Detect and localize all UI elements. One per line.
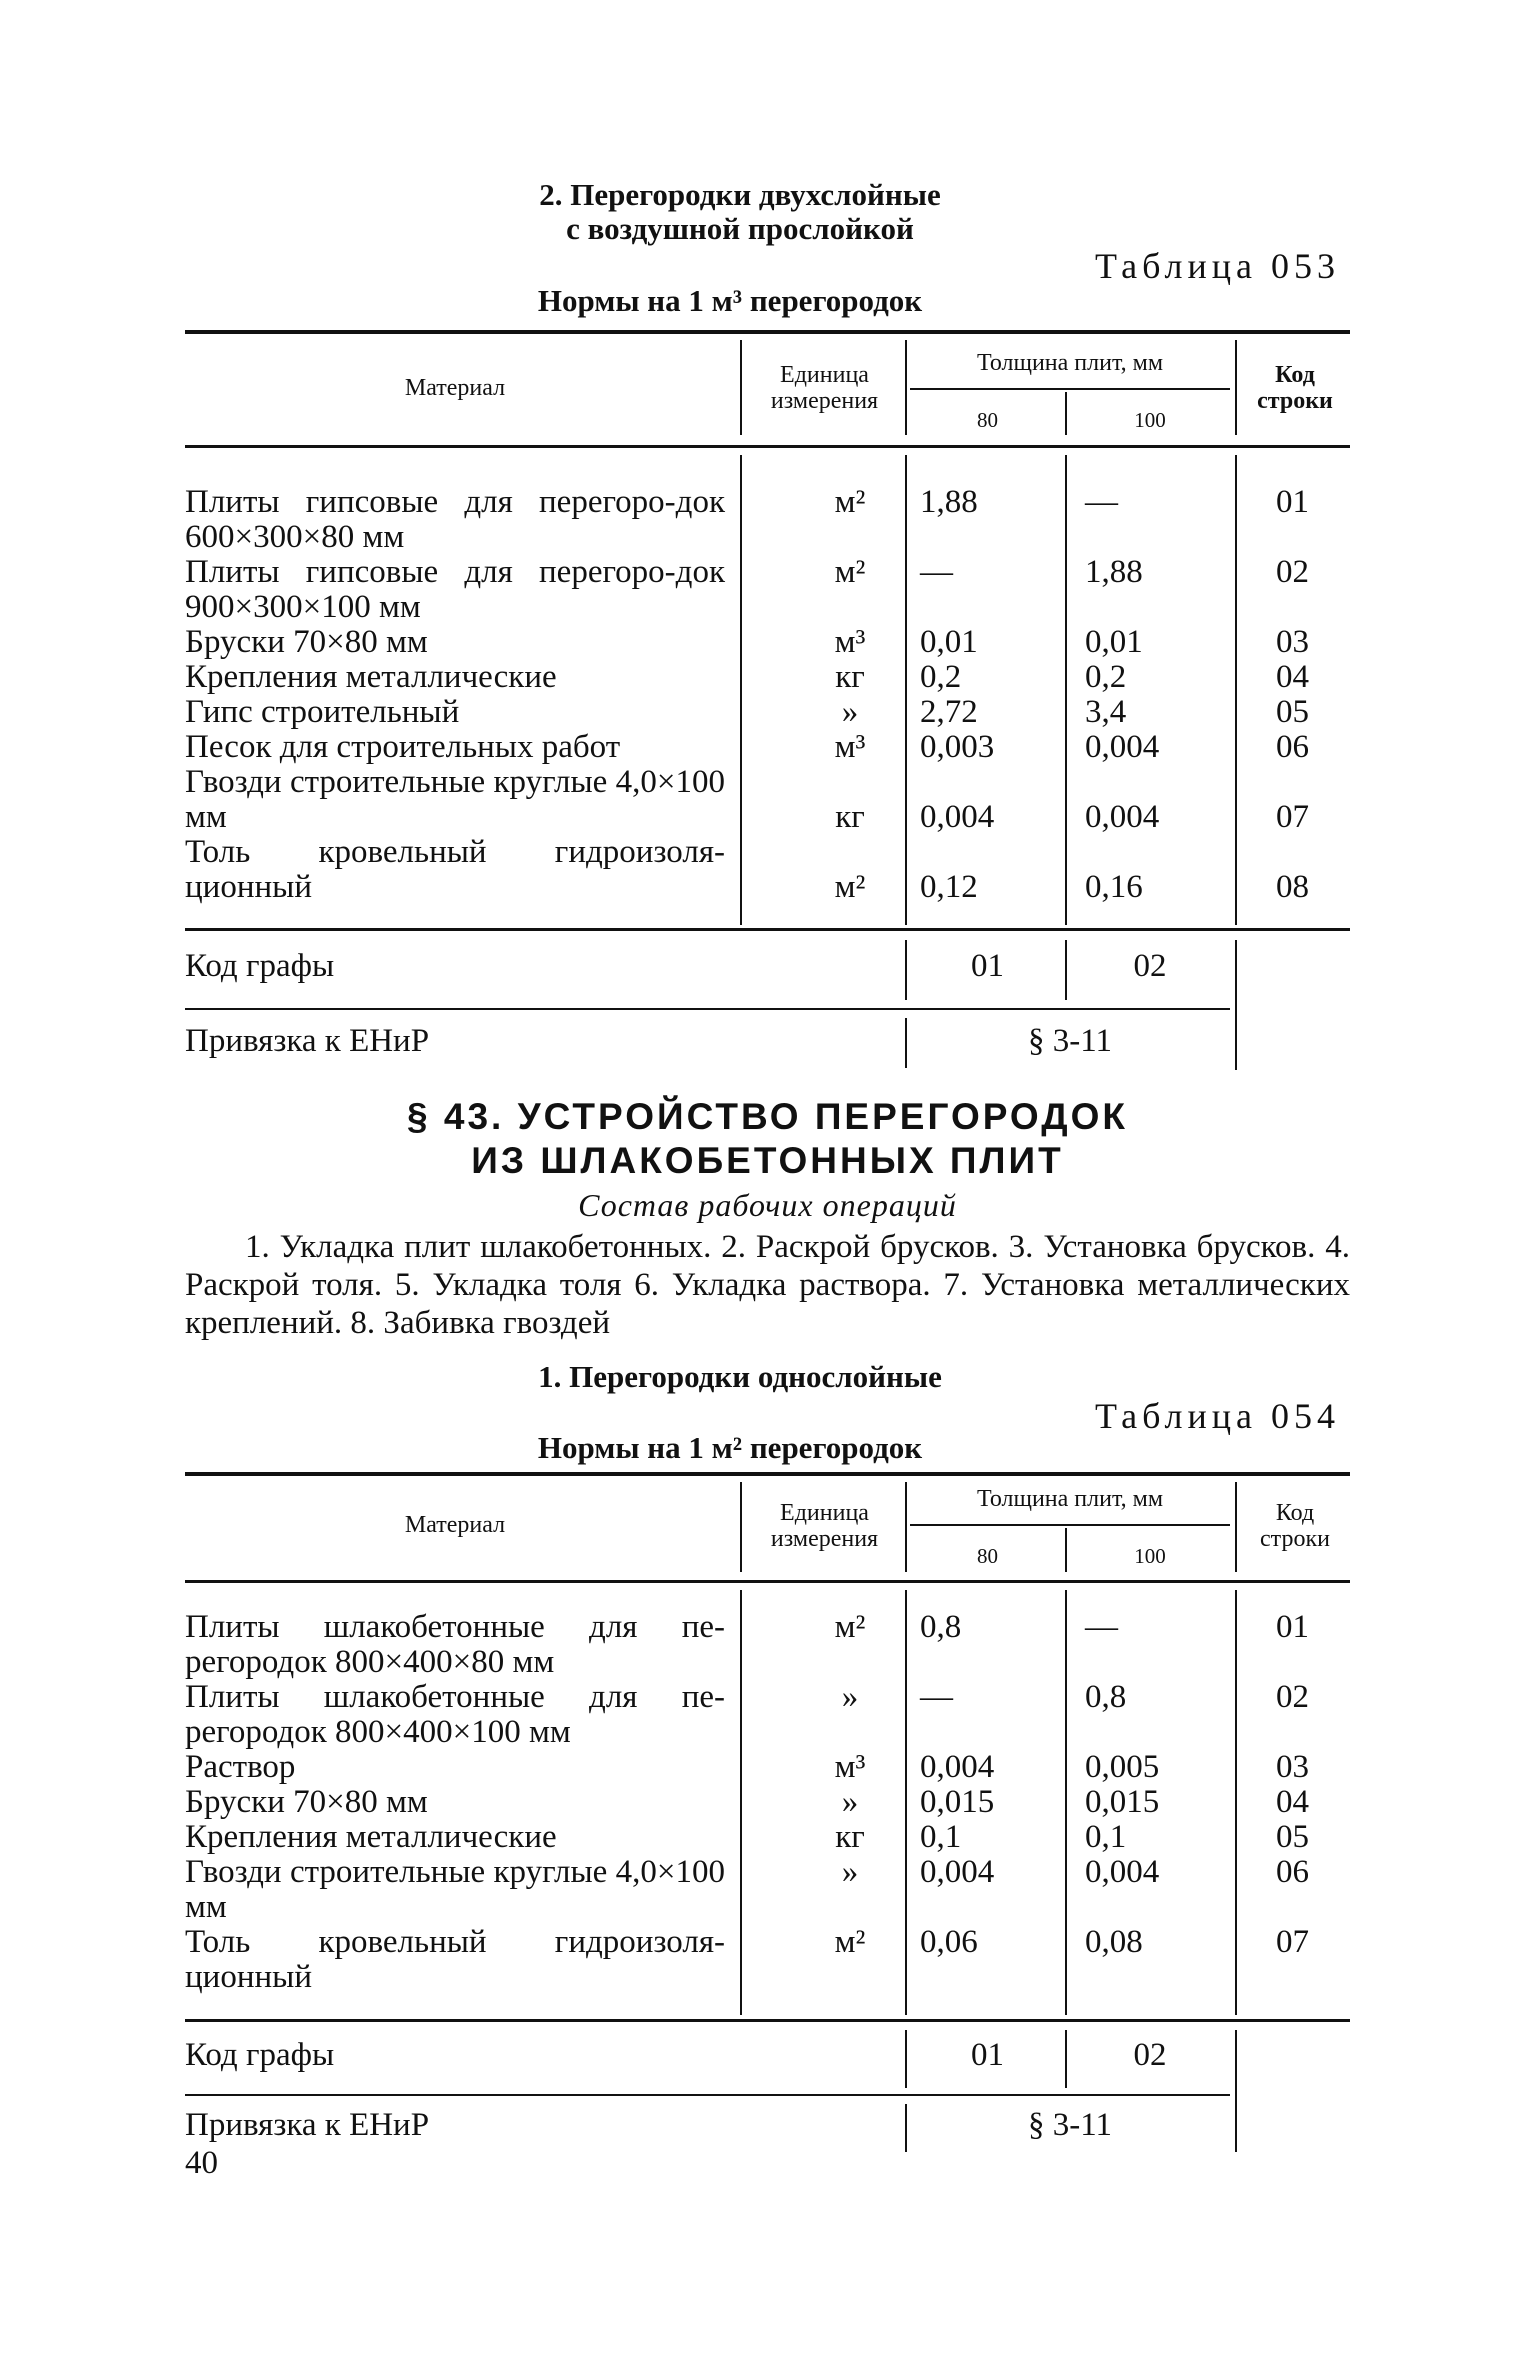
body-divider	[1235, 1590, 1237, 2015]
table-row-code: 04	[1276, 659, 1309, 695]
table-row-value-100: 0,2	[1085, 659, 1127, 695]
body-divider	[905, 455, 907, 925]
footer-divider	[1235, 2030, 1237, 2152]
header-divider	[740, 1482, 742, 1572]
table-row-unit: м²	[834, 554, 866, 590]
table-row-unit: »	[841, 1784, 859, 1820]
header-code-line2: строки	[1260, 1526, 1330, 1552]
table-row-unit: »	[841, 694, 859, 730]
header-divider	[740, 340, 742, 435]
table-row-value-80: 0,8	[920, 1609, 962, 1645]
table-row-value-100: 0,8	[1085, 1679, 1127, 1715]
footer-enir-label: Привязка к ЕНиР	[185, 2107, 430, 2143]
table-row-unit: м²	[834, 1609, 866, 1645]
table-row-code: 06	[1276, 1854, 1309, 1890]
table-row-value-100: 1,88	[1085, 554, 1143, 590]
table-row-material: Гипс строительный	[185, 694, 460, 730]
table-053	[185, 330, 1350, 1070]
table-row-material: Толь кровельный гидроизоля-ционный	[185, 1924, 725, 1995]
table-row-value-100: 3,4	[1085, 694, 1127, 730]
body-divider	[1065, 455, 1067, 925]
header-bottom-rule	[185, 445, 1350, 448]
footer-divider	[905, 940, 907, 1000]
footer-divider	[905, 1018, 907, 1068]
footer-col-code-100: 02	[1133, 948, 1167, 984]
table-row-value-100: 0,004	[1085, 729, 1160, 765]
table-row-code: 07	[1276, 799, 1309, 835]
table-row-material: Раствор	[185, 1749, 296, 1785]
table-row-value-100: 0,16	[1085, 869, 1143, 905]
table-row-material: Гвозди строительные круглые 4,0×100 мм	[185, 764, 725, 835]
header-col-100: 100	[1134, 1544, 1166, 1568]
table-row-unit: м³	[834, 624, 866, 660]
table-row-value-80: —	[920, 554, 953, 590]
table-row-value-80: 0,015	[920, 1784, 995, 1820]
body-divider	[905, 1590, 907, 2015]
table-053-label: Таблица 053	[1095, 246, 1340, 286]
header-divider	[1065, 1528, 1067, 1572]
table-row-material: Гвозди строительные круглые 4,0×100 мм	[185, 1854, 725, 1925]
header-divider	[1235, 1482, 1237, 1572]
header-code-line1: Код	[1275, 362, 1315, 388]
table-row-value-80: 0,004	[920, 799, 995, 835]
body-bottom-rule	[185, 928, 1350, 931]
table-row-material: Плиты гипсовые для перегоро-док 600×300×80 мм	[185, 484, 725, 555]
table-row-code: 01	[1276, 1609, 1309, 1645]
table-row-value-100: 0,08	[1085, 1924, 1143, 1960]
table-row-code: 03	[1276, 1749, 1309, 1785]
footer-rule	[185, 2094, 1230, 2096]
footer-col-code-100: 02	[1133, 2037, 1167, 2073]
header-thickness: Толщина плит, мм	[976, 350, 1164, 376]
footer-divider	[905, 2104, 907, 2152]
table-row-code: 02	[1276, 1679, 1309, 1715]
table-row-value-80: 0,1	[920, 1819, 962, 1855]
table-053-norms: Нормы на 1 м³ перегородок	[537, 283, 923, 318]
table-row-code: 05	[1276, 694, 1309, 730]
table-row-code: 01	[1276, 484, 1309, 520]
table-row-unit: м³	[834, 729, 866, 765]
table-row-value-100: 0,005	[1085, 1749, 1160, 1785]
table-054-norms: Нормы на 1 м² перегородок	[537, 1430, 923, 1465]
table-top-rule	[185, 1472, 1350, 1476]
footer-col-code-80: 01	[971, 2037, 1004, 2073]
table-row-code: 08	[1276, 869, 1309, 905]
table-053-subtitle-line2: с воздушной прослойкой	[566, 211, 914, 246]
header-material: Материал	[404, 375, 506, 401]
operations-title: Состав рабочих операций	[578, 1187, 957, 1223]
header-divider	[1065, 392, 1067, 435]
table-row-value-80: 0,01	[920, 624, 978, 660]
table-row-value-80: 0,004	[920, 1749, 995, 1785]
table-row-material: Песок для строительных работ	[185, 729, 621, 765]
table-row-value-80: 1,88	[920, 484, 978, 520]
header-bottom-rule	[185, 1580, 1350, 1583]
header-col-80: 80	[977, 1544, 998, 1568]
table-row-value-100: 0,015	[1085, 1784, 1160, 1820]
table-row-value-80: 0,004	[920, 1854, 995, 1890]
footer-col-code-label: Код графы	[185, 948, 335, 984]
body-divider	[1235, 455, 1237, 925]
table-row-value-80: 0,2	[920, 659, 962, 695]
header-divider	[905, 1482, 907, 1572]
section-title-line2: ИЗ ШЛАКОБЕТОННЫХ ПЛИТ	[471, 1140, 1064, 1181]
table-row-value-100: —	[1085, 484, 1118, 520]
body-divider	[740, 1590, 742, 2015]
table-row-unit: м³	[834, 1749, 866, 1785]
table-row-value-100: 0,004	[1085, 1854, 1160, 1890]
footer-col-code-80: 01	[971, 948, 1004, 984]
table-row-unit: »	[841, 1854, 859, 1890]
table-row-value-80: 2,72	[920, 694, 978, 730]
table-row-code: 04	[1276, 1784, 1309, 1820]
table-row-unit: м²	[834, 869, 866, 905]
thickness-subrule	[910, 1524, 1230, 1526]
table-row-value-80: 0,06	[920, 1924, 978, 1960]
table-053-subtitle-line1: 2. Перегородки двухслойные	[539, 177, 941, 212]
page-number: 40	[185, 2145, 218, 2181]
footer-enir-label: Привязка к ЕНиР	[185, 1023, 430, 1059]
table-row-material: Плиты шлакобетонные для пе-регородок 800×400×100 мм	[185, 1679, 725, 1750]
header-divider	[905, 340, 907, 435]
table-row-value-80: —	[920, 1679, 953, 1715]
header-divider	[1235, 340, 1237, 435]
header-code-line1: Код	[1275, 1500, 1315, 1526]
header-unit-line1: Единица	[780, 362, 869, 388]
table-row-material: Крепления металлические	[185, 1819, 557, 1855]
header-thickness: Толщина плит, мм	[976, 1486, 1164, 1512]
header-unit-line2: измерения	[770, 388, 879, 414]
table-row-code: 02	[1276, 554, 1309, 590]
table-row-material: Крепления металлические	[185, 659, 557, 695]
footer-rule	[185, 1008, 1230, 1010]
table-row-unit: »	[841, 1679, 859, 1715]
table-row-value-80: 0,003	[920, 729, 995, 765]
table-row-code: 06	[1276, 729, 1309, 765]
table-054	[185, 1472, 1350, 2152]
operations-text: 1. Укладка плит шлакобетонных. 2. Раскрой брусков. 3. Установка брусков. 4. Раскрой толя. 5. Укладка толя 6. Укладка раствора. 7. Установка металлических креплений. 8. Забивка гвоздей	[185, 1229, 1350, 1341]
table-054-subtitle: 1. Перегородки однослойные	[538, 1359, 942, 1394]
body-divider	[1065, 1590, 1067, 2015]
header-unit-line2: измерения	[770, 1526, 879, 1552]
table-row-value-100: —	[1085, 1609, 1118, 1645]
footer-col-code-label: Код графы	[185, 2037, 335, 2073]
table-row-value-100: 0,1	[1085, 1819, 1127, 1855]
footer-divider	[905, 2030, 907, 2088]
table-row-value-80: 0,12	[920, 869, 978, 905]
table-top-rule	[185, 330, 1350, 334]
table-row-code: 03	[1276, 624, 1309, 660]
body-divider	[740, 455, 742, 925]
table-row-material: Бруски 70×80 мм	[185, 1784, 428, 1820]
header-code-line2: строки	[1257, 388, 1333, 414]
header-col-80: 80	[977, 408, 998, 432]
header-unit-line1: Единица	[780, 1500, 869, 1526]
footer-divider	[1065, 2030, 1067, 2088]
footer-divider	[1065, 940, 1067, 1000]
table-row-value-100: 0,01	[1085, 624, 1143, 660]
body-bottom-rule	[185, 2019, 1350, 2022]
table-row-material: Плиты гипсовые для перегоро-док 900×300×100 мм	[185, 554, 725, 625]
footer-enir-value: § 3-11	[1027, 2107, 1112, 2143]
table-row-code: 07	[1276, 1924, 1309, 1960]
table-054-label: Таблица 054	[1095, 1396, 1340, 1436]
footer-enir-value: § 3-11	[1027, 1023, 1112, 1059]
table-row-material: Плиты шлакобетонные для пе-регородок 800×400×80 мм	[185, 1609, 725, 1680]
header-col-100: 100	[1134, 408, 1166, 432]
table-row-unit: кг	[835, 1819, 865, 1855]
table-row-value-100: 0,004	[1085, 799, 1160, 835]
table-row-material: Толь кровельный гидроизоля-ционный	[185, 834, 725, 905]
table-row-code: 05	[1276, 1819, 1309, 1855]
table-row-unit: кг	[835, 659, 865, 695]
thickness-subrule	[910, 388, 1230, 390]
table-row-material: Бруски 70×80 мм	[185, 624, 428, 660]
header-material: Материал	[404, 1512, 506, 1538]
table-row-unit: м²	[834, 1924, 866, 1960]
section-title-line1: § 43. УСТРОЙСТВО ПЕРЕГОРОДОК	[407, 1096, 1128, 1137]
table-row-unit: м²	[834, 484, 866, 520]
footer-divider	[1235, 940, 1237, 1070]
table-row-unit: кг	[835, 799, 865, 835]
